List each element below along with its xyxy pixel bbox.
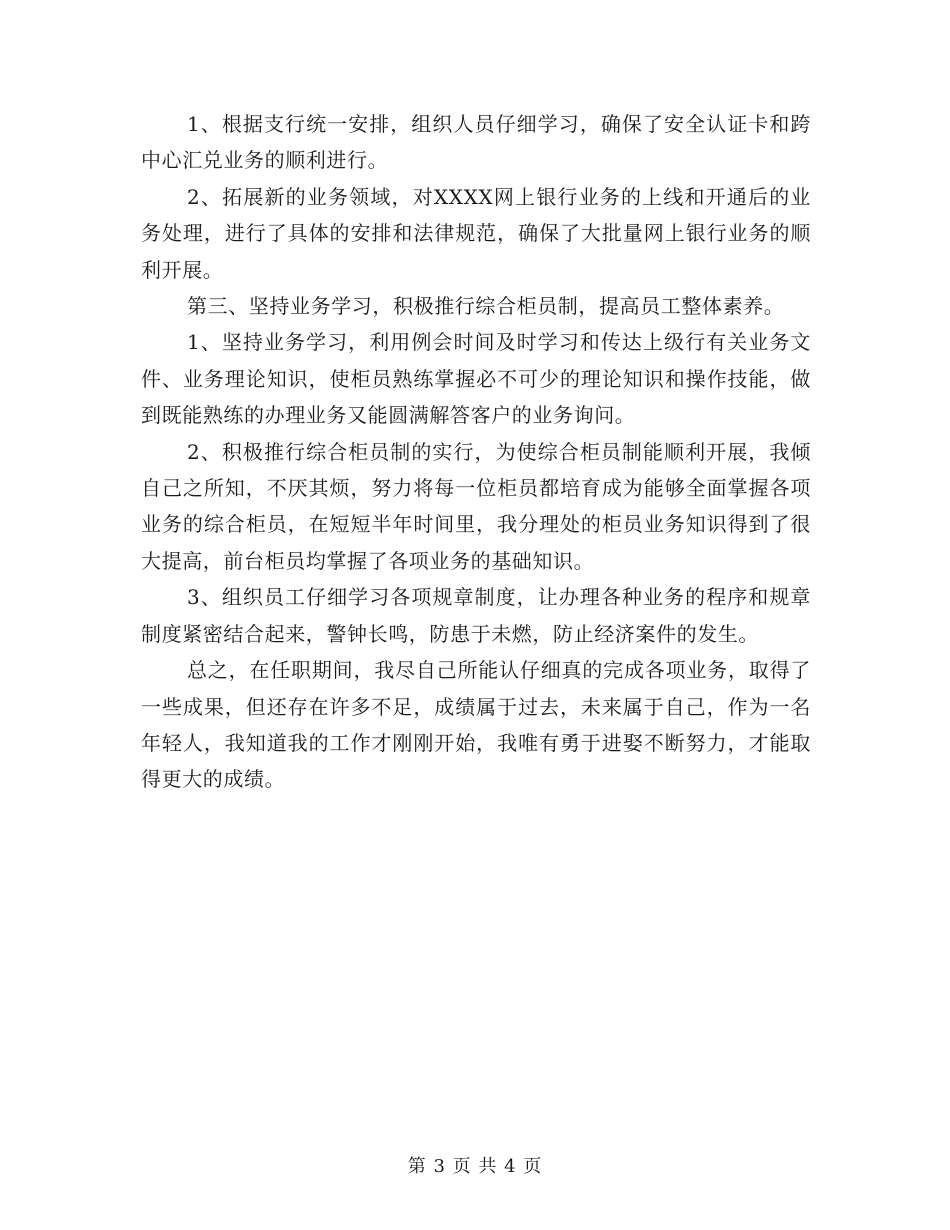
document-body: [141, 106, 811, 798]
paragraph-4: 1、坚持业务学习，利用例会时间及时学习和传达上级行有关业务文件、业务理论知识，使柜员熟练掌握必不可少的理论知识和操作技能，做到既能熟练的办理业务又能圆满解答客户的业务询问。: [141, 330, 811, 428]
page-footer: 第 3 页 共 4 页: [407, 1156, 543, 1177]
paragraph-5: 2、积极推行综合柜员制的实行，为使综合柜员制能顺利开展，我倾自己之所知，不厌其烦，努力将每一位柜员都培育成为能够全面掌握各项业务的综合柜员，在短短半年时间里，我分理处的柜员业务知识得到了很大提高，前台柜员均掌握了各项业务的基础知识。: [141, 439, 811, 573]
paragraph-2: 2、拓展新的业务领域，对XXXX网上银行业务的上线和开通后的业务处理，进行了具体的安排和法律规范，确保了大批量网上银行业务的顺利开展。: [141, 184, 811, 282]
paragraph-7: 总之，在任职期间，我尽自己所能认仔细真的完成各项业务，取得了一些成果，但还存在许多不足，成绩属于过去，未来属于自己，作为一名年轻人，我知道我的工作才刚刚开始，我唯有勇于进娶不断努力，才能取得更大的成绩。: [141, 658, 811, 792]
paragraph-6: 3、组织员工仔细学习各项规章制度，让办理各种业务的程序和规章制度紧密结合起来，警钟长鸣，防患于未燃，防止经济案件的发生。: [141, 585, 811, 646]
paragraph-1: 1、根据支行统一安排，组织人员仔细学习，确保了安全认证卡和跨中心汇兑业务的顺利进行。: [141, 112, 811, 173]
paragraph-3: 第三、坚持业务学习，积极推行综合柜员制，提高员工整体素养。: [187, 294, 785, 319]
